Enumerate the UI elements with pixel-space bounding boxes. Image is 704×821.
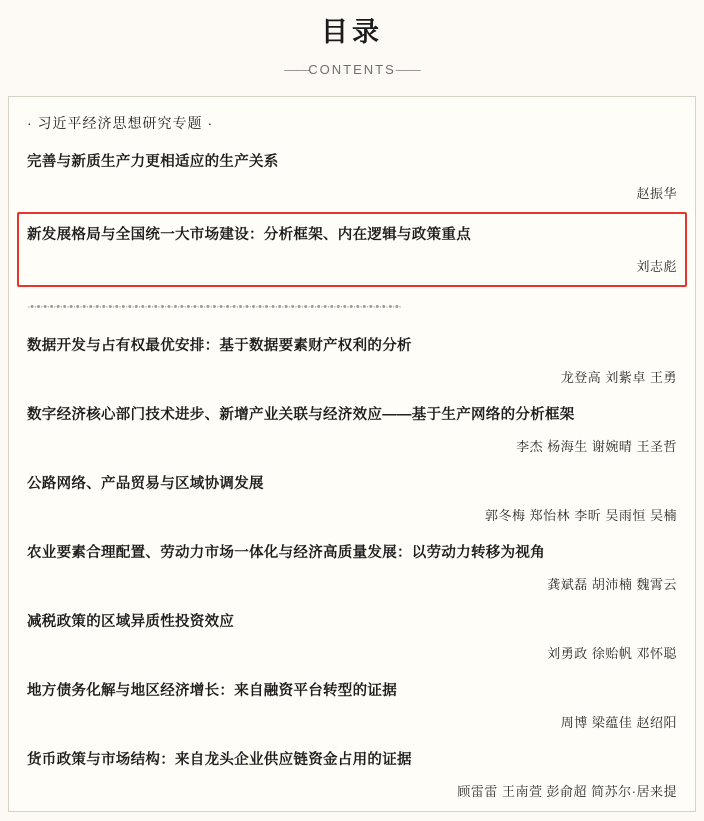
subtitle-text: CONTENTS — [308, 62, 396, 77]
list-item[interactable] — [27, 455, 677, 524]
contents-subtitle — [0, 62, 704, 77]
page-title: 目录 — [321, 17, 383, 47]
entry-authors: 赵振华 — [636, 186, 677, 201]
entry-title: 完善与新质生产力更相适应的生产关系 — [27, 154, 279, 170]
entry-title: 农业要素合理配置、劳动力市场一体化与经济高质量发展：以劳动力转移为视角 — [27, 545, 545, 561]
list-item[interactable] — [27, 731, 677, 800]
entry-title: 减税政策的区域异质性投资效应 — [27, 614, 235, 630]
entry-title: 地方债务化解与地区经济增长：来自融资平台转型的证据 — [27, 683, 397, 699]
entry-authors: 刘勇政 徐贻帆 邓怀聪 — [547, 646, 677, 661]
list-item[interactable] — [27, 317, 677, 386]
entry-title: 数据开发与占有权最优安排：基于数据要素财产权利的分析 — [27, 338, 412, 354]
entry-authors: 龙登高 刘紫卓 王勇 — [560, 370, 677, 385]
list-item-highlighted[interactable] — [17, 212, 687, 287]
entry-authors: 顾雷雷 王南萱 彭俞超 简苏尔·居来提 — [457, 784, 677, 799]
toc-container — [8, 96, 696, 812]
entry-title: 货币政策与市场结构：来自龙头企业供应链资金占用的证据 — [27, 752, 412, 768]
entry-authors: 龚斌磊 胡沛楠 魏霄云 — [547, 577, 677, 592]
entry-title: 公路网络、产品贸易与区域协调发展 — [27, 476, 264, 492]
entry-title: 新发展格局与全国统一大市场建设：分析框架、内在逻辑与政策重点 — [27, 227, 471, 243]
entry-authors: 郭冬梅 郑怡林 李昕 吴雨恒 吴楠 — [485, 508, 677, 523]
list-item[interactable] — [27, 593, 677, 662]
subtitle-dash-right: —— — [395, 62, 420, 77]
entry-authors: 李杰 杨海生 谢婉晴 王圣哲 — [516, 439, 677, 454]
entry-authors: 周博 梁蕴佳 赵绍阳 — [560, 715, 677, 730]
list-item[interactable] — [27, 133, 677, 202]
entry-title: 数字经济核心部门技术进步、新增产业关联与经济效应——基于生产网络的分析框架 — [27, 407, 575, 423]
list-item[interactable] — [27, 662, 677, 731]
entry-authors: 刘志彪 — [636, 259, 677, 274]
toc-section-label: · 习近平经济思想研究专题 · — [27, 115, 214, 131]
decorative-divider: ·•·•·•·•·•·•·•·•·•·•·•·•·•·•·•·•·•·•·•·•·•·•·•·•·•·•·•·•·•·•·•·•·•·•·•·•·•·•·•·•·•·•·•·•·•·•·•·•·•·•·•·•·•·•·•·•·•· — [27, 301, 402, 313]
list-item[interactable] — [27, 524, 677, 593]
subtitle-dash-left: —— — [284, 62, 309, 77]
toc-entry-list — [9, 133, 695, 800]
list-item[interactable] — [27, 386, 677, 455]
